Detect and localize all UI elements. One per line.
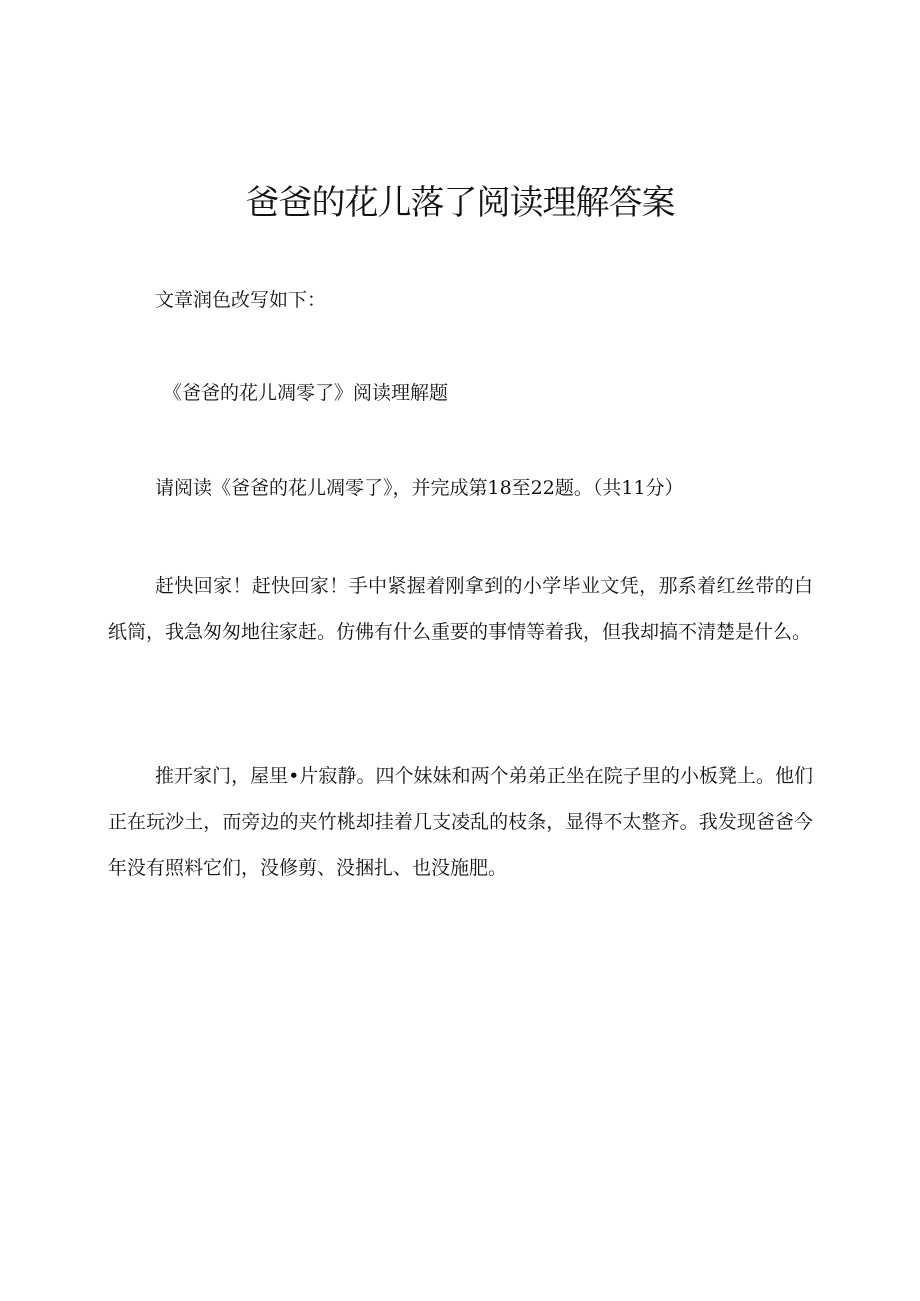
paragraph-1: 赶快回家！赶快回家！手中紧握着刚拿到的小学毕业文凭，那系着红丝带的白纸筒，我急匆匆地往家赶。仿佛有什么重要的事情等着我，但我却搞不清楚是什么。 (108, 575, 813, 643)
document-title: 爸爸的花儿落了阅读理解答案 (245, 183, 675, 223)
paragraph-2: 推开家门，屋里•片寂静。四个妹妹和两个弟弟正坐在院子里的小板凳上。他们正在玩沙土，而旁边的夹竹桃却挂着几支凌乱的枝条，显得不太整齐。我发现爸爸今年没有照料它们，没修剪、没捆扎、也没施肥。 (108, 765, 813, 879)
subtitle-text: 《爸爸的花儿凋零了》阅读理解题 (163, 382, 449, 404)
intro-text: 文章润色改写如下： (155, 289, 327, 311)
instruction-text: 请阅读《爸爸的花儿凋零了》，并完成第18至22题。（共11分） (155, 477, 684, 499)
